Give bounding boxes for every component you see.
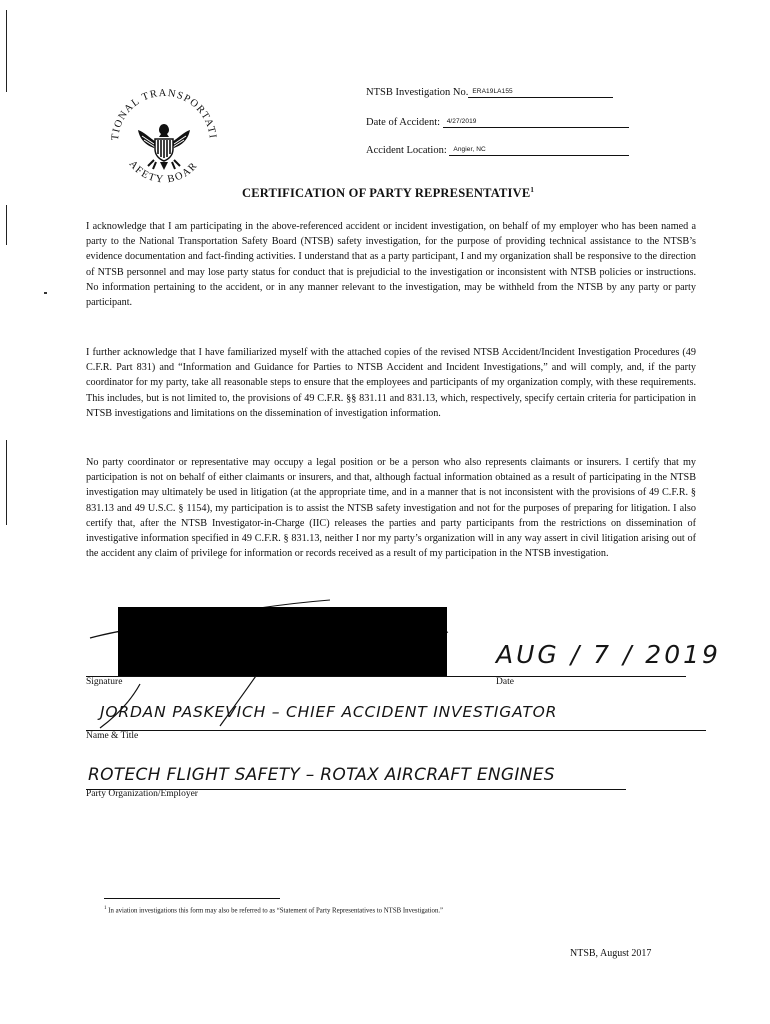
signature-label: Signature [86,677,123,687]
footnote-text: In aviation investigations this form may also be referred to as “Statement of Party Representatives to NTSB Investigation.” [108,907,444,915]
scan-margin-mark [6,205,7,245]
page-footer: NTSB, August 2017 [570,948,652,959]
accident-location-label: Accident Location: [366,145,447,156]
redacted-signature [118,607,447,677]
scan-margin-mark [6,440,7,525]
investigation-number-line [468,85,613,98]
investigation-number-label: NTSB Investigation No. [366,87,469,98]
date-label: Date [496,677,514,687]
name-title-line [86,730,706,731]
paragraph-procedures: I further acknowledge that I have familiarized myself with the attached copies of the revised NTSB Accident/Incident Investigation Procedures (49 C.F.R. Part 831) and “Information and Guidance for Parties to NTSB Accident and Incident Investigations,” and will comply, and, if the party coordinator for my party, take all reasonable steps to ensure that the employees and participants of my organization comply, with these requirements. This includes, but is not limited to, the provisions of 49 C.F.R. §§ 831.11 and 831.13, which, respectively, specify certain criteria for participation in NTSB investigations and limitations on the dissemination of investigation information. [86,347,696,419]
form-title-text: CERTIFICATION OF PARTY REPRESENTATIVE [242,186,531,201]
accident-location-field [366,143,629,156]
paragraph-certification: No party coordinator or representative may occupy a legal position or be a person who also represents claimants or insurers. I certify that my participation is not on behalf of either claimants or insurers, and that, although factual information obtained as a result of participating in the NTSB investigation may ultimately be used in litigation (at the appropriate time, and in a manner that is not inconsistent with the provisions of 49 C.F.R. § 831.13 and 49 U.S.C. § 1154), my participation is to assist the NTSB safety investigation and not for the purposes of preparing for litigation. I also certify that, after the NTSB Investigator-in-Charge (IIC) releases the parties and party participants from the restrictions on dissemination of investigative information specified in 49 C.F.R. § 831.13, neither I nor my party’s organization will in any way assert in civil litigation arising out of the accident any claim of privilege for information or records received as a result of my participation in the NTSB investigation. [86,457,696,560]
date-of-accident-field [366,115,629,128]
ntsb-seal [104,76,224,198]
footnote [104,906,443,914]
title-footnote-mark: 1 [530,186,535,194]
seal-ring-text-top: TIONAL TRANSPORTATI [109,87,218,141]
handwritten-organization: ROTECH FLIGHT SAFETY – ROTAX AIRCRAFT ENGINES [88,765,555,785]
signature-line [86,676,686,677]
date-of-accident-label: Date of Accident: [366,117,441,128]
organization-label: Party Organization/Employer [86,789,198,799]
date-of-accident-line [443,115,629,128]
footnote-mark: 1 [104,906,107,911]
seal-ring-text-bottom: AFETY BOAR [126,158,201,186]
scan-speck [44,292,47,294]
accident-location-value: Angier, NC [453,146,486,153]
investigation-number-field [366,85,613,98]
paragraph-acknowledgement: I acknowledge that I am participating in the above-referenced accident or incident investigation, on behalf of my employer who has been named a party to the National Transportation Safety Board (NTSB) safety investigation, for the purpose of providing technical assistance to the NTSB’s evidence documentation and fact-finding activities. I understand that as a party participant, I and my organization shall be responsive to the direction of NTSB personnel and may lose party status for conduct that is prejudicial to the investigation or inconsistent with NTSB policies or instructions. No information pertaining to the accident, or in any manner relevant to the investigation, may be withheld from the NTSB by any party or party participant. [86,221,696,309]
handwritten-date: AUG / 7 / 2019 [496,640,721,669]
footnote-rule [104,898,280,899]
investigation-number-value: ERA19LA155 [472,88,513,95]
accident-location-line [449,143,629,156]
eagle-icon [138,124,190,170]
form-title [242,186,534,201]
name-title-label: Name & Title [86,731,139,741]
handwritten-name-title: JORDAN PASKEVICH – CHIEF ACCIDENT INVESTIGATOR [100,703,558,721]
date-of-accident-value: 4/27/2019 [446,118,477,125]
scan-margin-mark [6,10,7,92]
